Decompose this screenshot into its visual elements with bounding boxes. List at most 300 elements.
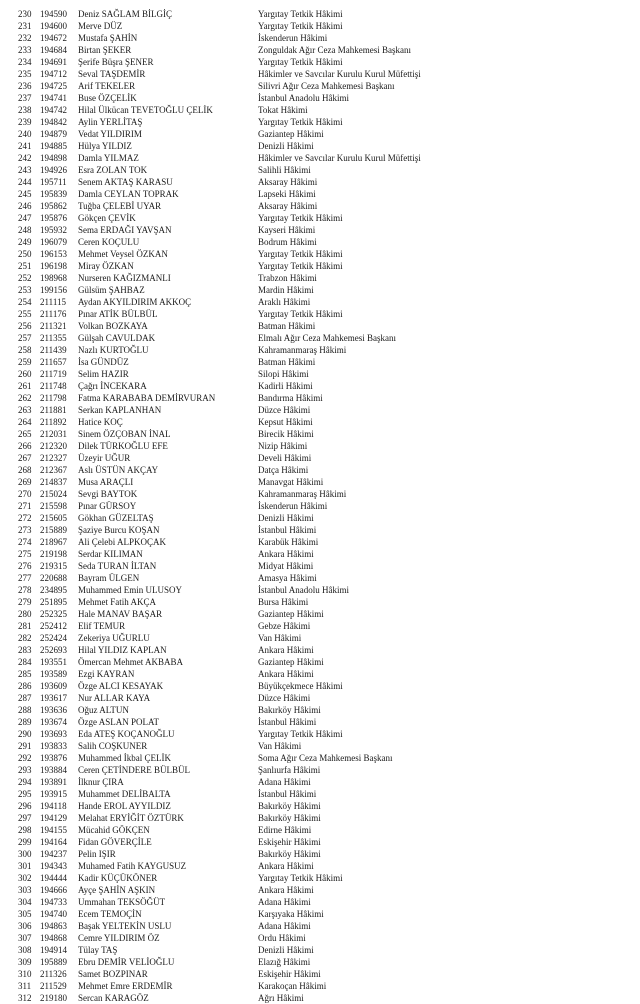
registry-number: 193551 xyxy=(40,657,67,667)
assigned-position: Van Hâkimi xyxy=(258,633,302,643)
row-number: 245 xyxy=(18,189,32,199)
registry-number: 193674 xyxy=(40,717,67,727)
assigned-position: Amasya Hâkimi xyxy=(258,573,317,583)
list-row xyxy=(0,344,640,356)
assigned-position: Yargıtay Tetkik Hâkimi xyxy=(258,249,343,259)
registry-number: 193636 xyxy=(40,705,67,715)
assigned-position: Yargıtay Tetkik Hâkimi xyxy=(258,57,343,67)
registry-number: 196079 xyxy=(40,237,67,247)
list-row xyxy=(0,308,640,320)
registry-number: 215889 xyxy=(40,525,67,535)
row-number: 272 xyxy=(18,513,32,523)
row-number: 249 xyxy=(18,237,32,247)
person-name: Vedat YILDIRIM xyxy=(78,129,142,139)
list-row xyxy=(0,944,640,956)
person-name: Çağrı İNCEKARA xyxy=(78,381,147,391)
assigned-position: Ankara Hâkimi xyxy=(258,669,314,679)
assigned-position: Tokat Hâkimi xyxy=(258,105,308,115)
person-name: Özge ASLAN POLAT xyxy=(78,717,159,727)
assigned-position: İskenderun Hâkimi xyxy=(258,33,328,43)
row-number: 242 xyxy=(18,153,32,163)
person-name: Hilal YILDIZ KAPLAN xyxy=(78,645,167,655)
assigned-position: İstanbul Hâkimi xyxy=(258,525,317,535)
list-row xyxy=(0,428,640,440)
row-number: 263 xyxy=(18,405,32,415)
row-number: 255 xyxy=(18,309,32,319)
row-number: 290 xyxy=(18,729,32,739)
person-name: Damla YILMAZ xyxy=(78,153,139,163)
person-name: Şaziye Burcu KOŞAN xyxy=(78,525,160,535)
assigned-position: Edirne Hâkimi xyxy=(258,825,312,835)
registry-number: 252325 xyxy=(40,609,67,619)
list-row xyxy=(0,896,640,908)
assigned-position: Kahramanmaraş Hâkimi xyxy=(258,489,347,499)
assigned-position: İstanbul Anadolu Hâkimi xyxy=(258,93,349,103)
row-number: 253 xyxy=(18,285,32,295)
registry-number: 198968 xyxy=(40,273,67,283)
row-number: 293 xyxy=(18,765,32,775)
registry-number: 195862 xyxy=(40,201,67,211)
registry-number: 194600 xyxy=(40,21,67,31)
assigned-position: Hâkimler ve Savcılar Kurulu Kurul Müfettişi xyxy=(258,69,421,79)
registry-number: 212031 xyxy=(40,429,67,439)
row-number: 237 xyxy=(18,93,32,103)
assigned-position: Kahramanmaraş Hâkimi xyxy=(258,345,347,355)
person-name: Eda ATEŞ KOÇANOĞLU xyxy=(78,729,175,739)
row-number: 283 xyxy=(18,645,32,655)
registry-number: 193589 xyxy=(40,669,67,679)
row-number: 273 xyxy=(18,525,32,535)
assigned-position: Karakoçan Hâkimi xyxy=(258,981,327,991)
assigned-position: Büyükçekmece Hâkimi xyxy=(258,681,343,691)
row-number: 277 xyxy=(18,573,32,583)
person-name: Aslı ÜSTÜN AKÇAY xyxy=(78,465,159,475)
list-row xyxy=(0,680,640,692)
person-name: Aylin YERLİTAŞ xyxy=(78,117,143,127)
registry-number: 194725 xyxy=(40,81,67,91)
assigned-position: Kayseri Hâkimi xyxy=(258,225,316,235)
person-name: Serdar KILIMAN xyxy=(78,549,143,559)
list-row xyxy=(0,932,640,944)
assigned-position: Gebze Hâkimi xyxy=(258,621,311,631)
registry-number: 211657 xyxy=(40,357,67,367)
list-row xyxy=(0,560,640,572)
assigned-position: Kepsut Hâkimi xyxy=(258,417,313,427)
assigned-position: Aksaray Hâkimi xyxy=(258,177,318,187)
registry-number: 194740 xyxy=(40,909,67,919)
list-row xyxy=(0,32,640,44)
list-row xyxy=(0,800,640,812)
registry-number: 195876 xyxy=(40,213,67,223)
registry-number: 211529 xyxy=(40,981,67,991)
person-name: Muhamed Fatih KAYGUSUZ xyxy=(78,861,187,871)
person-name: Tülay TAŞ xyxy=(78,945,118,955)
list-row xyxy=(0,416,640,428)
assigned-position: Ordu Hâkimi xyxy=(258,933,306,943)
registry-number: 194733 xyxy=(40,897,67,907)
registry-number: 194672 xyxy=(40,33,67,43)
registry-number: 211321 xyxy=(40,321,67,331)
person-name: Hande EROL AYYILDIZ xyxy=(78,801,171,811)
person-name: Ceren ÇETİNDERE BÜLBÜL xyxy=(78,765,190,775)
person-name: Melahat ERYİĞİT ÖZTÜRK xyxy=(78,813,184,823)
list-row xyxy=(0,524,640,536)
person-name: Ecem TEMOÇİN xyxy=(78,909,142,919)
registry-number: 212327 xyxy=(40,453,67,463)
registry-number: 194444 xyxy=(40,873,67,883)
assigned-position: Denizli Hâkimi xyxy=(258,513,314,523)
list-row xyxy=(0,704,640,716)
assigned-position: Hâkimler ve Savcılar Kurulu Kurul Müfettişi xyxy=(258,153,421,163)
list-row xyxy=(0,380,640,392)
person-name: Pınar ATİK BÜLBÜL xyxy=(78,309,158,319)
person-name: Deniz SAĞLAM BİLGİÇ xyxy=(78,9,172,19)
list-row xyxy=(0,596,640,608)
registry-number: 194742 xyxy=(40,105,67,115)
person-name: Sema ERDAĞI YAVŞAN xyxy=(78,225,172,235)
registry-number: 193693 xyxy=(40,729,67,739)
list-row xyxy=(0,164,640,176)
list-row xyxy=(0,320,640,332)
assigned-position: Gaziantep Hâkimi xyxy=(258,609,324,619)
list-row xyxy=(0,404,640,416)
person-name: Özge ALCI KESAYAK xyxy=(78,681,164,691)
assigned-position: Midyat Hâkimi xyxy=(258,561,314,571)
list-row xyxy=(0,104,640,116)
row-number: 291 xyxy=(18,741,32,751)
row-number: 274 xyxy=(18,537,32,547)
assigned-position: Bursa Hâkimi xyxy=(258,597,309,607)
registry-number: 194898 xyxy=(40,153,67,163)
row-number: 309 xyxy=(18,957,32,967)
row-number: 252 xyxy=(18,273,32,283)
registry-number: 214837 xyxy=(40,477,67,487)
person-name: Seval TAŞDEMİR xyxy=(78,69,146,79)
row-number: 287 xyxy=(18,693,32,703)
list-row xyxy=(0,968,640,980)
list-row xyxy=(0,908,640,920)
row-number: 279 xyxy=(18,597,32,607)
person-name: Gökçen ÇEVİK xyxy=(78,213,136,223)
person-name: Fatma KARABABA DEMİRVURAN xyxy=(78,393,216,403)
assigned-position: Yargıtay Tetkik Hâkimi xyxy=(258,309,343,319)
registry-number: 194863 xyxy=(40,921,67,931)
registry-number: 194712 xyxy=(40,69,67,79)
registry-number: 219198 xyxy=(40,549,67,559)
row-number: 303 xyxy=(18,885,32,895)
row-number: 284 xyxy=(18,657,32,667)
assigned-position: Eskişehir Hâkimi xyxy=(258,969,321,979)
assigned-position: İstanbul Hâkimi xyxy=(258,717,317,727)
registry-number: 212320 xyxy=(40,441,67,451)
registry-number: 193884 xyxy=(40,765,67,775)
registry-number: 215024 xyxy=(40,489,67,499)
assigned-position: Aksaray Hâkimi xyxy=(258,201,318,211)
person-name: Pınar GÜRSOY xyxy=(78,501,137,511)
list-row xyxy=(0,608,640,620)
person-name: Nazlı KURTOĞLU xyxy=(78,345,149,355)
row-number: 259 xyxy=(18,357,32,367)
row-number: 292 xyxy=(18,753,32,763)
row-number: 258 xyxy=(18,345,32,355)
person-name: Ceren KOÇULU xyxy=(78,237,140,247)
registry-number: 193876 xyxy=(40,753,67,763)
person-name: Volkan BOZKAYA xyxy=(78,321,148,331)
list-row xyxy=(0,248,640,260)
person-name: Seda TURAN İLTAN xyxy=(78,561,157,571)
person-name: Hale MANAV BAŞAR xyxy=(78,609,163,619)
assigned-position: Gaziantep Hâkimi xyxy=(258,129,324,139)
person-name: Aydan AKYILDIRIM AKKOÇ xyxy=(78,297,192,307)
list-row xyxy=(0,128,640,140)
list-row xyxy=(0,956,640,968)
assigned-position: Elazığ Hâkimi xyxy=(258,957,311,967)
registry-number: 194926 xyxy=(40,165,67,175)
assigned-position: Ankara Hâkimi xyxy=(258,549,314,559)
row-number: 251 xyxy=(18,261,32,271)
list-row xyxy=(0,452,640,464)
person-name: Pelin IŞIR xyxy=(78,849,116,859)
list-row xyxy=(0,500,640,512)
assigned-position: Bodrum Hâkimi xyxy=(258,237,317,247)
assigned-position: Yargıtay Tetkik Hâkimi xyxy=(258,213,343,223)
assigned-position: Düzce Hâkimi xyxy=(258,405,311,415)
registry-number: 194666 xyxy=(40,885,67,895)
list-row xyxy=(0,872,640,884)
list-row xyxy=(0,356,640,368)
assigned-position: Batman Hâkimi xyxy=(258,321,316,331)
registry-number: 193609 xyxy=(40,681,67,691)
registry-number: 220688 xyxy=(40,573,67,583)
assigned-position: Zonguldak Ağır Ceza Mahkemesi Başkanı xyxy=(258,45,411,55)
list-row xyxy=(0,536,640,548)
list-row xyxy=(0,116,640,128)
assigned-position: Mardin Hâkimi xyxy=(258,285,314,295)
registry-number: 251895 xyxy=(40,597,67,607)
registry-number: 194684 xyxy=(40,45,67,55)
list-row xyxy=(0,716,640,728)
row-number: 295 xyxy=(18,789,32,799)
assigned-position: Yargıtay Tetkik Hâkimi xyxy=(258,873,343,883)
list-row xyxy=(0,824,640,836)
row-number: 243 xyxy=(18,165,32,175)
person-name: Merve DÜZ xyxy=(78,21,123,31)
person-name: Mehmet Veysel ÖZKAN xyxy=(78,249,168,259)
list-row xyxy=(0,224,640,236)
person-name: Mehmet Emre ERDEMİR xyxy=(78,981,173,991)
person-name: Oğuz ALTUN xyxy=(78,705,129,715)
registry-number: 194155 xyxy=(40,825,67,835)
registry-number: 252424 xyxy=(40,633,67,643)
list-row xyxy=(0,212,640,224)
assigned-position: Kadirli Hâkimi xyxy=(258,381,313,391)
row-number: 267 xyxy=(18,453,32,463)
list-row xyxy=(0,740,640,752)
person-name: Gökhan GÜZELTAŞ xyxy=(78,513,154,523)
person-name: Sevgi BAYTOK xyxy=(78,489,138,499)
list-row xyxy=(0,920,640,932)
person-name: Buse ÖZÇELİK xyxy=(78,93,137,103)
person-name: Üzeyir UĞUR xyxy=(78,453,131,463)
person-name: Serkan KAPLANHAN xyxy=(78,405,162,415)
person-name: Selim HAZIR xyxy=(78,369,129,379)
person-name: Başak YELTEKİN USLU xyxy=(78,921,172,931)
assigned-position: Gaziantep Hâkimi xyxy=(258,657,324,667)
registry-number: 211798 xyxy=(40,393,67,403)
registry-number: 194879 xyxy=(40,129,67,139)
registry-number: 194741 xyxy=(40,93,67,103)
assigned-position: Nizip Hâkimi xyxy=(258,441,308,451)
list-row xyxy=(0,368,640,380)
person-name: Muhammed Emin ULUSOY xyxy=(78,585,182,595)
person-name: Gülşah CAVULDAK xyxy=(78,333,156,343)
registry-number: 195932 xyxy=(40,225,67,235)
row-number: 298 xyxy=(18,825,32,835)
list-row xyxy=(0,44,640,56)
person-name: İsa GÜNDÜZ xyxy=(78,357,129,367)
assigned-position: Yargıtay Tetkik Hâkimi xyxy=(258,21,343,31)
row-number: 286 xyxy=(18,681,32,691)
row-number: 239 xyxy=(18,117,32,127)
row-number: 250 xyxy=(18,249,32,259)
row-number: 270 xyxy=(18,489,32,499)
row-number: 289 xyxy=(18,717,32,727)
row-number: 266 xyxy=(18,441,32,451)
list-row xyxy=(0,8,640,20)
person-name: Tuğba ÇELEBİ UYAR xyxy=(78,201,162,211)
assigned-position: Batman Hâkimi xyxy=(258,357,316,367)
person-name: Şerife Büşra ŞENER xyxy=(78,57,154,67)
list-row xyxy=(0,92,640,104)
person-name: Senem AKTAŞ KARASU xyxy=(78,177,173,187)
row-number: 262 xyxy=(18,393,32,403)
list-row xyxy=(0,668,640,680)
person-name: Miray ÖZKAN xyxy=(78,261,134,271)
row-number: 256 xyxy=(18,321,32,331)
person-name: Ömercan Mehmet AKBABA xyxy=(78,657,183,667)
list-row xyxy=(0,272,640,284)
registry-number: 211176 xyxy=(40,309,67,319)
list-row xyxy=(0,140,640,152)
row-number: 310 xyxy=(18,969,32,979)
row-number: 308 xyxy=(18,945,32,955)
person-name: Esra ZOLAN TOK xyxy=(78,165,148,175)
assigned-position: Araklı Hâkimi xyxy=(258,297,311,307)
registry-number: 194164 xyxy=(40,837,67,847)
row-number: 296 xyxy=(18,801,32,811)
person-name: Cemre YILDIRIM ÖZ xyxy=(78,933,160,943)
row-number: 233 xyxy=(18,45,32,55)
registry-number: 219315 xyxy=(40,561,67,571)
assigned-position: Denizli Hâkimi xyxy=(258,945,314,955)
person-name: Bayram ÜLGEN xyxy=(78,573,140,583)
person-name: Arif TEKELER xyxy=(78,81,136,91)
assigned-position: Denizli Hâkimi xyxy=(258,141,314,151)
row-number: 278 xyxy=(18,585,32,595)
assigned-position: Van Hâkimi xyxy=(258,741,302,751)
assigned-position: Trabzon Hâkimi xyxy=(258,273,317,283)
list-row xyxy=(0,488,640,500)
assigned-position: Yargıtay Tetkik Hâkimi xyxy=(258,261,343,271)
row-number: 280 xyxy=(18,609,32,619)
assigned-position: İstanbul Hâkimi xyxy=(258,789,317,799)
assigned-position: Ankara Hâkimi xyxy=(258,885,314,895)
person-name: Gülsüm ŞAHBAZ xyxy=(78,285,145,295)
assigned-position: Karabük Hâkimi xyxy=(258,537,319,547)
list-row xyxy=(0,68,640,80)
list-row xyxy=(0,836,640,848)
assigned-position: Adana Hâkimi xyxy=(258,921,311,931)
row-number: 297 xyxy=(18,813,32,823)
assigned-position: İskenderun Hâkimi xyxy=(258,501,328,511)
list-row xyxy=(0,980,640,992)
assigned-position: Adana Hâkimi xyxy=(258,777,311,787)
list-row xyxy=(0,296,640,308)
assigned-position: Ankara Hâkimi xyxy=(258,861,314,871)
list-row xyxy=(0,440,640,452)
list-row xyxy=(0,992,640,1004)
registry-number: 211719 xyxy=(40,369,67,379)
list-row xyxy=(0,632,640,644)
assigned-position: Eskişehir Hâkimi xyxy=(258,837,321,847)
registry-number: 211881 xyxy=(40,405,67,415)
list-row xyxy=(0,476,640,488)
registry-number: 194914 xyxy=(40,945,67,955)
list-row xyxy=(0,752,640,764)
row-number: 264 xyxy=(18,417,32,427)
row-number: 260 xyxy=(18,369,32,379)
registry-number: 211892 xyxy=(40,417,67,427)
assigned-position: Bandırma Hâkimi xyxy=(258,393,323,403)
row-number: 248 xyxy=(18,225,32,235)
row-number: 254 xyxy=(18,297,32,307)
row-number: 304 xyxy=(18,897,32,907)
registry-number: 215605 xyxy=(40,513,67,523)
person-name: Ebru DEMİR VELİOĞLU xyxy=(78,957,175,967)
registry-number: 194868 xyxy=(40,933,67,943)
assigned-position: Yargıtay Tetkik Hâkimi xyxy=(258,117,343,127)
row-number: 241 xyxy=(18,141,32,151)
person-name: Zekeriya UĞURLU xyxy=(78,633,150,643)
person-name: Birtan ŞEKER xyxy=(78,45,132,55)
list-row xyxy=(0,812,640,824)
row-number: 269 xyxy=(18,477,32,487)
row-number: 240 xyxy=(18,129,32,139)
list-row xyxy=(0,788,640,800)
registry-number: 195711 xyxy=(40,177,67,187)
row-number: 231 xyxy=(18,21,32,31)
list-row xyxy=(0,764,640,776)
registry-number: 215598 xyxy=(40,501,67,511)
registry-number: 218967 xyxy=(40,537,67,547)
person-name: Sercan KARAGÖZ xyxy=(78,993,149,1003)
registry-number: 194129 xyxy=(40,813,67,823)
list-row xyxy=(0,392,640,404)
row-number: 311 xyxy=(18,981,32,991)
person-name: Kadir KÜÇÜKÖNER xyxy=(78,873,158,883)
assigned-position: Lapseki Hâkimi xyxy=(258,189,316,199)
assigned-position: Birecik Hâkimi xyxy=(258,429,314,439)
row-number: 271 xyxy=(18,501,32,511)
registry-number: 212367 xyxy=(40,465,67,475)
list-row xyxy=(0,860,640,872)
person-name: Nurseren KAĞIZMANLI xyxy=(78,273,171,283)
list-row xyxy=(0,584,640,596)
assigned-position: Karşıyaka Hâkimi xyxy=(258,909,324,919)
row-number: 302 xyxy=(18,873,32,883)
list-row xyxy=(0,728,640,740)
person-name: Dilek TÜRKOĞLU EFE xyxy=(78,441,168,451)
